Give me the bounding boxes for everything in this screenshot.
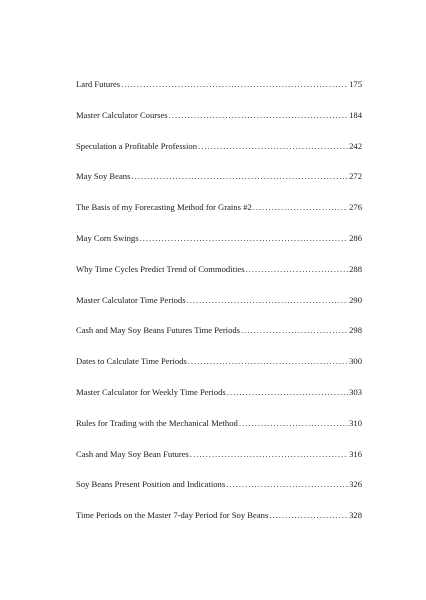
toc-dot-leader xyxy=(246,263,349,275)
toc-entry xyxy=(76,140,362,171)
toc-entry xyxy=(76,417,362,448)
toc-entry-title: Rules for Trading with the Mechanical Method xyxy=(76,417,238,428)
toc-dot-leader xyxy=(227,386,348,398)
toc-entry-page: 328 xyxy=(349,510,362,521)
toc-dot-leader xyxy=(198,140,348,152)
toc-entry-title: Soy Beans Present Position and Indications xyxy=(76,479,226,490)
toc-entry xyxy=(76,448,362,479)
toc-dot-leader xyxy=(140,232,349,244)
toc-entry-title: Master Calculator for Weekly Time Periods xyxy=(76,386,226,397)
toc-entry-title: Why Time Cycles Predict Trend of Commodities xyxy=(76,263,245,274)
toc-entry-page: 290 xyxy=(349,294,362,305)
toc-entry-page: 286 xyxy=(349,232,362,243)
toc-entry-title: Dates to Calculate Time Periods xyxy=(76,356,187,367)
toc-entry-page: 242 xyxy=(349,140,362,151)
toc-entry-page: 316 xyxy=(349,448,362,459)
toc-entry-page: 303 xyxy=(349,386,362,397)
toc-entry xyxy=(76,509,362,540)
toc-entry xyxy=(76,478,362,509)
toc-dot-leader xyxy=(169,109,348,121)
toc-entry-title: Speculation a Profitable Profession xyxy=(76,140,198,151)
toc-entry-title: Lard Futures xyxy=(76,79,121,89)
toc-entry xyxy=(76,294,362,325)
toc-entry-page: 298 xyxy=(349,325,362,336)
toc-entry-title: Time Periods on the Master 7-day Period for Soy Beans xyxy=(76,510,269,521)
toc-entry xyxy=(76,263,362,294)
toc-dot-leader xyxy=(131,170,348,182)
toc-entry-page: 175 xyxy=(349,79,362,89)
toc-dot-leader xyxy=(269,509,348,521)
toc-entry-page: 326 xyxy=(349,479,362,490)
toc-entry xyxy=(76,386,362,417)
toc-dot-leader xyxy=(239,417,348,429)
toc-entry xyxy=(76,232,362,263)
toc-entry-title: May Corn Swings xyxy=(76,232,139,243)
toc-entry-page: 300 xyxy=(349,356,362,367)
toc-entry-title: Master Calculator Courses xyxy=(76,109,168,120)
toc-entry-title: Cash and May Soy Beans Futures Time Periods xyxy=(76,325,241,336)
toc-dot-leader xyxy=(187,294,349,306)
toc-entry xyxy=(76,324,362,355)
toc-entry-page: 276 xyxy=(349,202,362,213)
toc-entry-page: 310 xyxy=(349,417,362,428)
toc-entry-page: 272 xyxy=(349,171,362,182)
toc-dot-leader xyxy=(121,78,348,90)
toc-entry xyxy=(76,170,362,201)
toc-entry-title: Cash and May Soy Bean Futures xyxy=(76,448,189,459)
toc-dot-leader xyxy=(253,201,348,213)
toc-dot-leader xyxy=(226,478,348,490)
toc-entry-title: The Basis of my Forecasting Method for Grains #2 xyxy=(76,202,252,213)
toc-entry xyxy=(76,201,362,232)
toc-entry-title: May Soy Beans xyxy=(76,171,131,182)
toc-entry-page: 288 xyxy=(349,263,362,274)
toc-dot-leader xyxy=(188,355,348,367)
toc-entry-page: 184 xyxy=(349,109,362,120)
toc-dot-leader xyxy=(190,448,348,460)
toc-dot-leader xyxy=(241,324,348,336)
toc-entry xyxy=(76,78,362,109)
toc-entry xyxy=(76,355,362,386)
toc-entry-title: Master Calculator Time Periods xyxy=(76,294,186,305)
table-of-contents xyxy=(76,78,362,540)
toc-entry xyxy=(76,109,362,140)
